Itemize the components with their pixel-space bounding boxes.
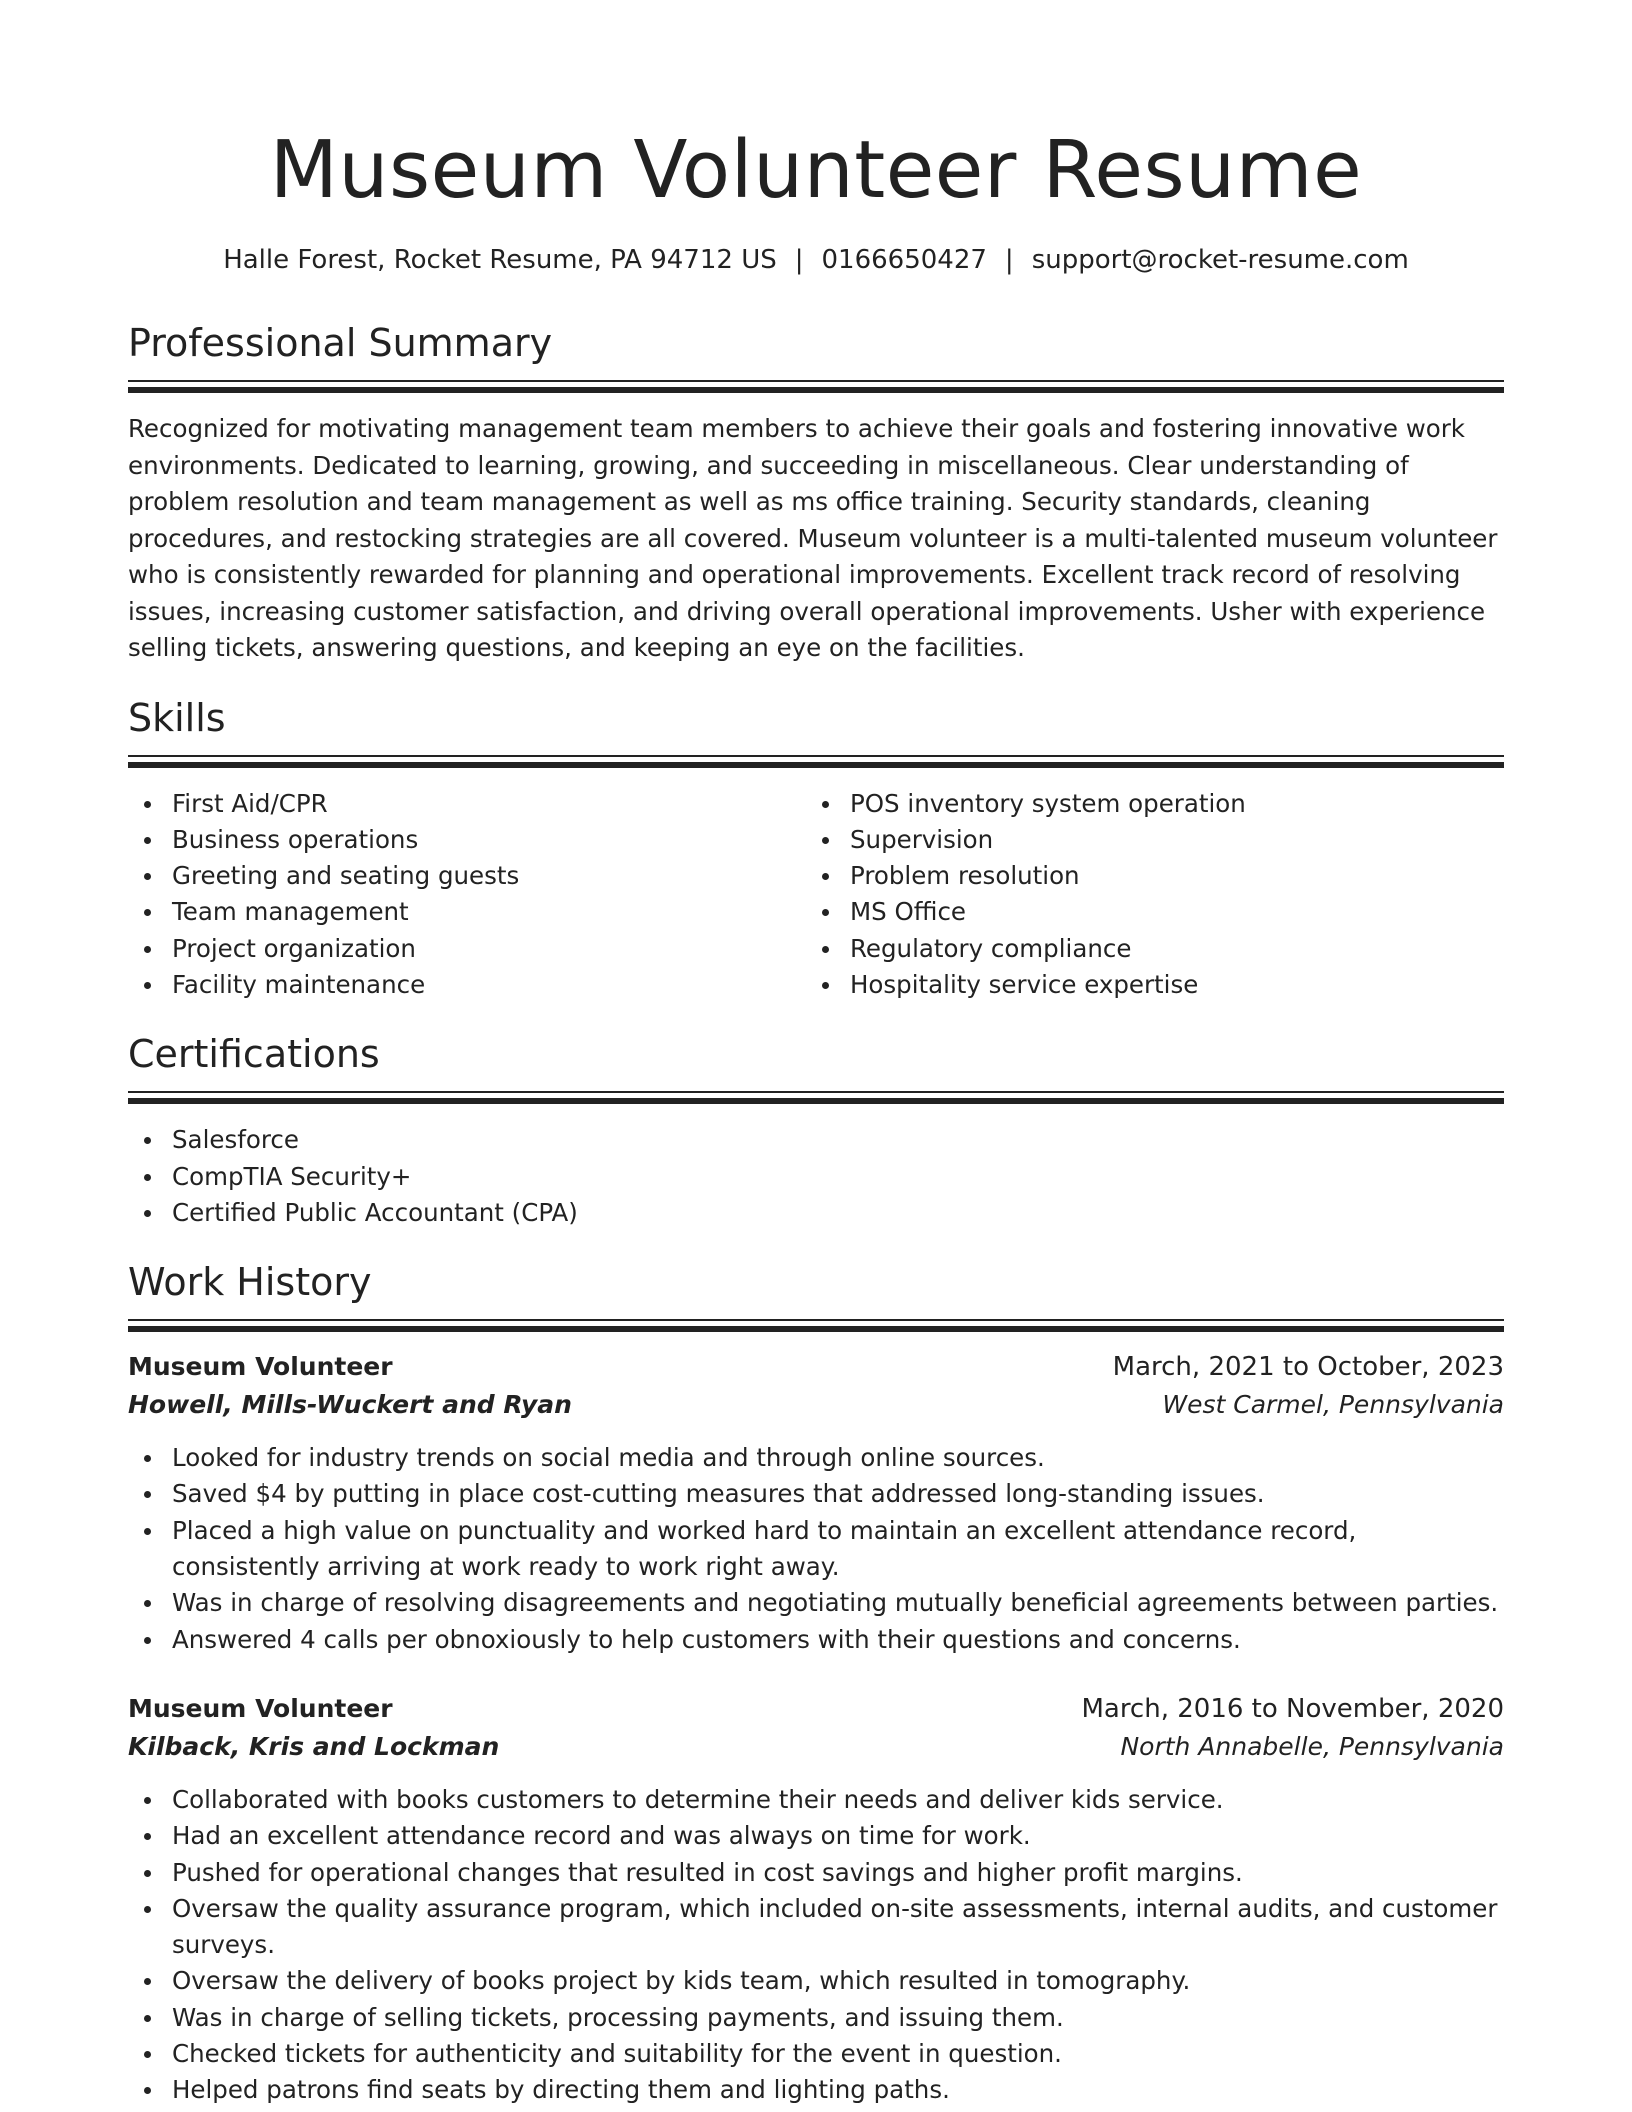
job-location: North Annabelle, Pennsylvania: [1120, 1731, 1504, 1761]
summary-section: [128, 318, 1504, 667]
job-bullet: Placed a high value on punctuality and worked hard to maintain an excellent attendance record, consistently arriving at work ready to work right away.: [128, 1513, 1504, 1586]
skill-item: Business operations: [128, 822, 806, 858]
job-dates: March, 2016 to November, 2020: [1081, 1693, 1504, 1724]
job-title: Museum Volunteer: [128, 1352, 393, 1382]
certification-item: Certified Public Accountant (CPA): [128, 1195, 1504, 1231]
job-bullet: Saved $4 by putting in place cost-cutting measures that addressed long-standing issues.: [128, 1476, 1504, 1512]
contact-line: [128, 242, 1504, 278]
job-bullet: Was in charge of selling tickets, processing payments, and issuing them.: [128, 2000, 1504, 2036]
summary-text: Recognized for motivating management team members to achieve their goals and fostering innovative work environments. Dedicated to learning, growing, and succeeding in miscellaneous. Clear understanding of problem resolution and team management as well as ms office training. Security standards, cleaning procedures, and restocking strategies are all covered. Museum volunteer is a multi-talented museum volunteer who is consistently rewarded for planning and operational improvements. Excellent track record of resolving issues, increasing customer satisfaction, and driving overall operational improvements. Usher with experience selling tickets, answering questions, and keeping an eye on the facilities.: [128, 414, 1498, 662]
skill-item: Problem resolution: [806, 858, 1484, 894]
section-divider: [128, 1319, 1504, 1332]
job-company: Kilback, Kris and Lockman: [128, 1731, 500, 1761]
skill-item: Hospitality service expertise: [806, 967, 1484, 1003]
contact-separator: |: [1004, 245, 1014, 275]
skills-columns: [128, 786, 1504, 1004]
skill-item: Greeting and seating guests: [128, 858, 806, 894]
work-history-heading: Work History: [128, 1260, 372, 1305]
contact-address: Halle Forest, Rocket Resume, PA 94712 US: [223, 245, 777, 275]
work-history-section: [128, 1257, 1504, 2108]
resume-title: Museum Volunteer Resume: [269, 124, 1363, 216]
certifications-list: [128, 1122, 1504, 1231]
contact-email: support@rocket-resume.com: [1031, 245, 1409, 275]
skill-item: Facility maintenance: [128, 967, 806, 1003]
job-company: Howell, Mills-Wuckert and Ryan: [128, 1390, 572, 1420]
section-divider: [128, 1091, 1504, 1104]
skill-item: Supervision: [806, 822, 1484, 858]
section-divider: [128, 380, 1504, 393]
contact-phone: 0166650427: [821, 245, 987, 275]
job-bullet: Oversaw the quality assurance program, which included on-site assessments, internal audits, and customer surveys.: [128, 1891, 1504, 1964]
section-divider: [128, 755, 1504, 768]
resume-page: [128, 0, 1504, 2109]
job-bullet-list: [128, 1782, 1504, 2109]
certifications-heading: Certifications: [128, 1032, 380, 1077]
skill-item: Project organization: [128, 931, 806, 967]
job-bullet: Looked for industry trends on social media and through online sources.: [128, 1440, 1504, 1476]
job-dates: March, 2021 to October, 2023: [1112, 1352, 1504, 1383]
contact-separator: |: [794, 245, 804, 275]
certification-item: Salesforce: [128, 1122, 1504, 1158]
job-entry: [128, 1348, 1504, 1658]
job-bullet: Checked tickets for authenticity and suitability for the event in question.: [128, 2036, 1504, 2072]
skills-list-left: [128, 786, 806, 1004]
job-bullet: Pushed for operational changes that resulted in cost savings and higher profit margins.: [128, 1855, 1504, 1891]
skill-item: Team management: [128, 894, 806, 930]
job-bullet: Helped patrons find seats by directing them and lighting paths.: [128, 2072, 1504, 2108]
certifications-section: [128, 1029, 1504, 1231]
job-bullet: Oversaw the delivery of books project by kids team, which resulted in tomography.: [128, 1963, 1504, 1999]
job-bullet: Had an excellent attendance record and was always on time for work.: [128, 1818, 1504, 1854]
job-bullet-list: [128, 1440, 1504, 1658]
job-bullet: Collaborated with books customers to determine their needs and deliver kids service.: [128, 1782, 1504, 1818]
job-bullet: Answered 4 calls per obnoxiously to help customers with their questions and concerns.: [128, 1622, 1504, 1658]
certification-item: CompTIA Security+: [128, 1159, 1504, 1195]
skills-section: [128, 693, 1504, 1004]
skill-item: POS inventory system operation: [806, 786, 1484, 822]
job-entry: [128, 1690, 1504, 2109]
summary-heading: Professional Summary: [128, 321, 553, 365]
job-location: West Carmel, Pennsylvania: [1162, 1390, 1504, 1420]
skills-heading: Skills: [128, 695, 226, 740]
skill-item: MS Office: [806, 894, 1484, 930]
skill-item: Regulatory compliance: [806, 931, 1484, 967]
skill-item: First Aid/CPR: [128, 786, 806, 822]
skills-list-right: [806, 786, 1484, 1004]
job-bullet: Was in charge of resolving disagreements and negotiating mutually beneficial agreements between parties.: [128, 1585, 1504, 1621]
job-title: Museum Volunteer: [128, 1693, 393, 1723]
